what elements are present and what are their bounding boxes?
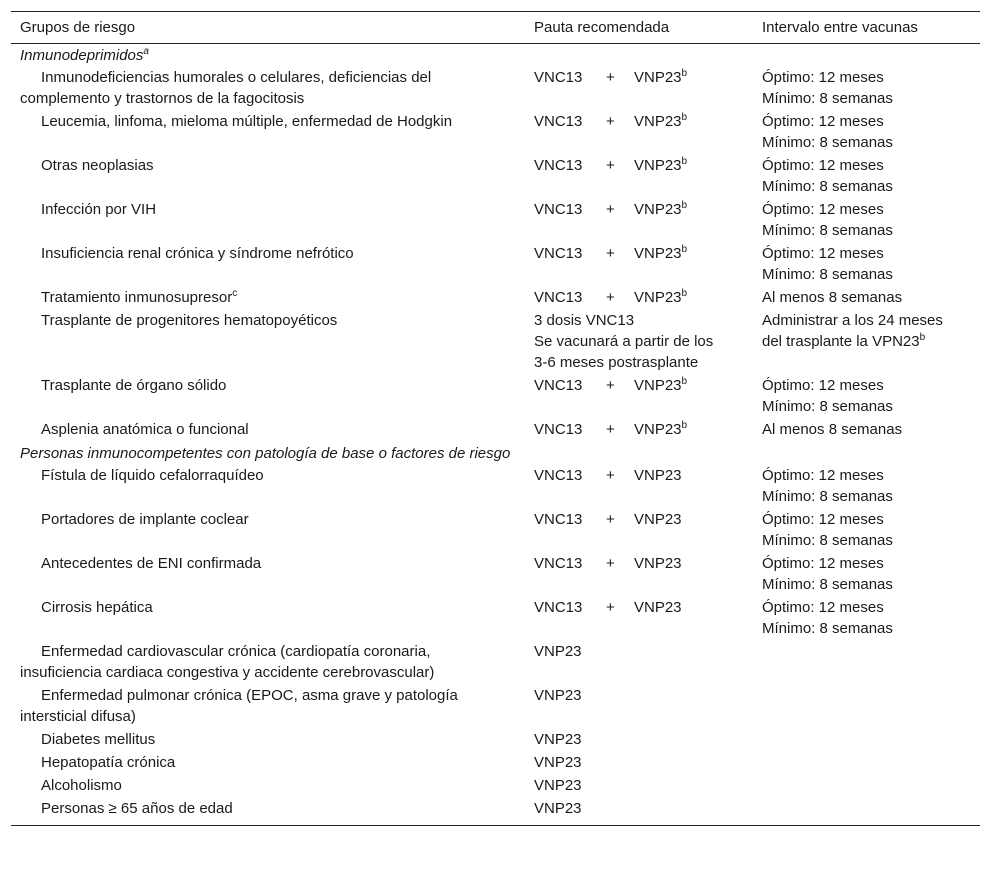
vaccine-2: VNP23 [634,511,682,528]
table-row [11,553,980,595]
risk-group-text: Fístula de líquido cefalorraquídeo [41,467,264,484]
table-row [11,67,980,109]
risk-group-text: Alcoholismo [41,777,122,794]
table-row [11,597,980,639]
footnote-marker: b [681,376,688,387]
table-row [11,419,980,440]
risk-group-cell [11,155,534,197]
interval-line: Óptimo: 12 meses [762,157,884,174]
vaccine-2: VNP23 [634,555,682,572]
risk-group-cell [11,199,534,241]
table-row [11,641,980,683]
risk-group-text: Antecedentes de ENI confirmada [41,555,262,572]
regimen-cell [534,685,762,727]
regimen-cell [534,67,762,109]
table-row [11,375,980,417]
plus-sign: + [606,289,615,306]
interval-cell [762,553,980,595]
header-interval: Intervalo entre vacunas [762,19,918,36]
interval-line: Mínimo: 8 semanas [762,178,893,195]
interval-cell [762,641,980,683]
vaccine-1: VNC13 [534,421,583,438]
risk-group-cell [11,775,534,796]
vaccine-2: VNP23 [634,467,682,484]
table-body [11,44,980,826]
section-title: Inmunodeprimidos$^a$ [20,46,149,64]
risk-group-text: Hepatopatía crónica [41,754,176,771]
risk-group-cell [11,243,534,285]
regimen-text [534,310,714,373]
interval-line: Mínimo: 8 semanas [762,620,893,637]
regimen-line: 3 dosis VNC13 [534,312,635,329]
table-row [11,465,980,507]
risk-group-cell [11,67,534,109]
interval-line: Óptimo: 12 meses [762,555,884,572]
risk-group-text: Enfermedad pulmonar crónica (EPOC, asma grave y patología intersticial difusa) [20,687,458,725]
risk-group-text: Insuficiencia renal crónica y síndrome nefrótico [41,245,354,262]
plus-sign: + [606,377,615,394]
regimen-cell [534,729,762,750]
risk-group-cell [11,375,534,417]
risk-group-cell [11,287,534,308]
vaccine-1: VNC13 [534,467,583,484]
risk-group-text: Asplenia anatómica o funcional [41,421,249,438]
footnote-marker: b [681,244,688,255]
footnote-marker: a [143,46,149,57]
interval-cell [762,67,980,109]
interval-cell [762,287,980,308]
risk-group-text: Otras neoplasias [41,157,154,174]
risk-group-cell [11,310,534,373]
vaccine-1: VNC13 [534,113,583,130]
risk-group-text: Diabetes mellitus [41,731,156,748]
header-risk-groups: Grupos de riesgo [20,19,136,36]
footnote-marker: b [681,68,688,79]
vaccine-1: VNP23 [534,643,582,660]
vaccine-1: VNC13 [534,289,583,306]
risk-group-cell [11,798,534,819]
vaccine-2: VNP23$^b$ [634,112,688,130]
footnote-marker: b [681,156,688,167]
risk-group-text: Portadores de implante coclear [41,511,249,528]
table-row [11,729,980,750]
interval-line: Al menos 8 semanas [762,289,903,306]
table-row [11,199,980,241]
header-regimen: Pauta recomendada [534,19,670,36]
interval-cell [762,752,980,773]
interval-line: Al menos 8 semanas [762,421,903,438]
interval-line: Óptimo: 12 meses [762,377,884,394]
interval-line: Mínimo: 8 semanas [762,576,893,593]
interval-line: Mínimo: 8 semanas [762,134,893,151]
table-row [11,752,980,773]
interval-line: Mínimo: 8 semanas [762,532,893,549]
vaccine-1: VNP23 [534,800,582,817]
footnote-marker: b [681,420,688,431]
footnote-marker: b [681,288,688,299]
risk-group-text: Trasplante de progenitores hematopoyéticos [41,312,338,329]
table-header [11,11,980,44]
plus-sign: + [606,599,615,616]
vaccine-2: VNP23$^b$ [634,244,688,262]
footnote-marker: b [681,200,688,211]
interval-line: Mínimo: 8 semanas [762,222,893,239]
table-row [11,798,980,819]
risk-group-text: Enfermedad cardiovascular crónica (cardiopatía coronaria, insuficiencia cardiaca congestiva y accidente cerebrovascular) [20,643,435,681]
table-row [11,155,980,197]
plus-sign: + [606,201,615,218]
table-row [11,243,980,285]
plus-sign: + [606,157,615,174]
vaccine-1: VNC13 [534,157,583,174]
vaccine-2: VNP23$^b$ [634,420,688,438]
risk-group-text: Cirrosis hepática [41,599,153,616]
plus-sign: + [606,421,615,438]
interval-line: Mínimo: 8 semanas [762,398,893,415]
risk-group-text: Tratamiento inmunosupresor [41,289,233,306]
risk-group-cell [11,685,534,727]
plus-sign: + [606,245,615,262]
risk-group-cell [11,729,534,750]
vaccine-1: VNC13 [534,377,583,394]
vaccine-1: VNC13 [534,201,583,218]
regimen-cell [534,553,762,595]
table-row [11,509,980,551]
vaccine-1: VNC13 [534,245,583,262]
interval-cell [762,111,980,153]
table-row [11,685,980,727]
risk-group-cell [11,752,534,773]
vaccine-1: VNP23 [534,777,582,794]
risk-group-text: Infección por VIH [41,201,157,218]
risk-group-text: Trasplante de órgano sólido [41,377,227,394]
footnote-marker: b [919,332,926,343]
risk-group-cell [11,597,534,639]
table-row [11,310,980,373]
regimen-cell [534,243,762,285]
vaccine-2: VNP23$^b$ [634,200,688,218]
regimen-cell [534,597,762,639]
regimen-cell [534,465,762,507]
regimen-cell [534,155,762,197]
regimen-line: Se vacunará a partir de los 3-6 meses postrasplante [534,333,714,371]
interval-line: Óptimo: 12 meses [762,245,884,262]
vaccine-2: VNP23$^b$ [634,288,688,306]
risk-group-text: Personas ≥ 65 años de edad [41,800,233,817]
footnote-marker: c [232,288,238,299]
regimen-cell [534,310,762,373]
risk-group-text: Inmunodeficiencias humorales o celulares, deficiencias del complemento y trastornos de la fagocitosis [20,69,432,107]
regimen-cell [534,509,762,551]
interval-cell [762,729,980,750]
vaccine-1: VNC13 [534,511,583,528]
risk-group-cell [11,509,534,551]
plus-sign: + [606,69,615,86]
risk-group-cell [11,553,534,595]
vaccine-2: VNP23$^b$ [634,376,688,394]
regimen-cell [534,419,762,440]
table-row [11,775,980,796]
regimen-cell [534,798,762,819]
risk-group-text: Leucemia, linfoma, mieloma múltiple, enfermedad de Hodgkin [41,113,453,130]
regimen-cell [534,111,762,153]
plus-sign: + [606,113,615,130]
plus-sign: + [606,467,615,484]
regimen-cell [534,641,762,683]
interval-cell [762,597,980,639]
vaccine-1: VNP23 [534,754,582,771]
interval-cell [762,798,980,819]
risk-group-cell [11,419,534,440]
interval-cell [762,419,980,440]
regimen-cell [534,752,762,773]
interval-cell [762,243,980,285]
vaccine-2: VNP23 [634,599,682,616]
risk-group-cell [11,641,534,683]
vaccine-1: VNC13 [534,599,583,616]
regimen-cell [534,775,762,796]
interval-cell [762,310,980,373]
regimen-cell [534,287,762,308]
interval-line: Administrar a los 24 meses del trasplante la VPN23$^b$ [762,312,943,350]
interval-line: Óptimo: 12 meses [762,511,884,528]
vaccine-2: VNP23$^b$ [634,68,688,86]
vaccine-1: VNP23 [534,731,582,748]
plus-sign: + [606,555,615,572]
interval-cell [762,509,980,551]
interval-cell [762,155,980,197]
section-title: Personas inmunocompetentes con patología de base o factores de riesgo [20,445,511,462]
footnote-marker: b [681,112,688,123]
interval-cell [762,465,980,507]
plus-sign: + [606,511,615,528]
vaccine-1: VNC13 [534,69,583,86]
interval-cell [762,199,980,241]
table-row [11,111,980,153]
interval-line: Mínimo: 8 semanas [762,266,893,283]
interval-cell [762,685,980,727]
vaccine-2: VNP23$^b$ [634,156,688,174]
vaccination-table [11,11,980,826]
interval-line: Mínimo: 8 semanas [762,488,893,505]
interval-line: Óptimo: 12 meses [762,599,884,616]
vaccine-1: VNC13 [534,555,583,572]
interval-line: Óptimo: 12 meses [762,113,884,130]
interval-line: Óptimo: 12 meses [762,467,884,484]
regimen-cell [534,375,762,417]
table-row [11,287,980,308]
interval-line: Mínimo: 8 semanas [762,90,893,107]
interval-line: Óptimo: 12 meses [762,201,884,218]
regimen-cell [534,199,762,241]
interval-cell [762,375,980,417]
risk-group-cell [11,465,534,507]
risk-group-cell [11,111,534,153]
vaccine-1: VNP23 [534,687,582,704]
interval-cell [762,775,980,796]
interval-line: Óptimo: 12 meses [762,69,884,86]
